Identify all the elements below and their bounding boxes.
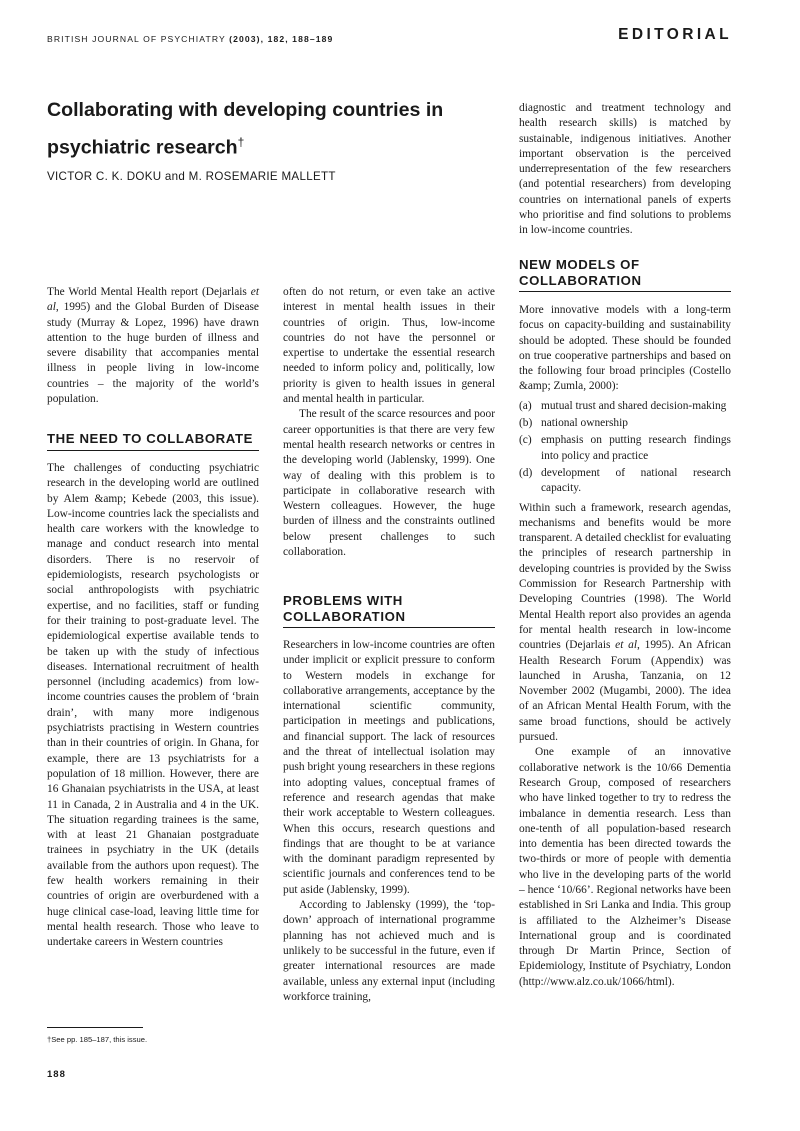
column-2-top [283,285,495,560]
list-item-label: (c) [519,434,532,447]
paragraph-framework: Within such a framework, research agendas, mechanisms and benefits would be more transparent. A detailed checklist for evaluating the principles of research partnership in developing countries is provided by the Swiss Commission for Research Partnership with Developing Countries (1998). The World Mental Health report also provides an agenda for mental health research in low-income countries (Dejarlais et al, 1995). An African Health Research Forum (Appendix) was launched in Arusha, Tanzania, on 12 November 2002 (Mugambi, 2000). The idea of an African Mental Health Forum, with the same broad functions, should be actively pursued. [519,501,731,744]
paragraph-brain-drain-cont: often do not return, or even take an active interest in mental health issues in their countries of origin. Thus, low-income countries do not have the personnel or expertise to undertake the essential research needed to inform policy and, politically, low priority is given to health issues in general and mental health in particular. [283,286,495,406]
list-item-label: (d) [519,466,533,479]
journal-citation: (2003), 182, 188–189 [229,34,334,44]
journal-name: BRITISH JOURNAL OF PSYCHIATRY [47,34,226,44]
paragraph-scarce-resources: The result of the scarce resources and poor career opportunities is that there are very few mental health research networks or centres in the developing world (Jablensky, 1999). One way of dealing with this problem is to participate in collaborative research with Western colleagues. However, the huge burden of illness and the constraints outlined below present challenges to such collaboration. [283,408,495,559]
principles-list [519,399,731,497]
footnote-rule [47,1027,143,1028]
list-item [519,466,731,497]
column-2-body [283,638,495,1005]
list-item-text: national ownership [541,417,628,430]
need-paragraph: The challenges of conducting psychiatric research in the developing world are outlined by Alem &amp; Kebede (2003, this issue). Low-income countries lack the specialists and health care workers with the knowledge to manage and conduct research into mental disorders. There is no reservoir of epidemiologists, research psychologists or social anthropologists with psychiatric expertise, and no facilities, staff or funding for their training to post-graduate level. The epidemiological expertise available tends to be taken up with the study of infectious diseases. International recruitment of health personnel (including academics) from low-income countries causes the problem of ‘brain drain’, with many more indigenous psychiatrists practising in Western countries than in their countries of origin. In Ghana, for example, there are 13 psychiatrists for a population of 18 million. However, there are 16 Ghanaian psychiatrists in the USA, at least 11 in Canada, 2 in Australia and 4 in the UK. The situation regarding trainees is the same, with at least 21 Ghanaian postgraduate trainees in psychiatry in the UK (details available from the authors upon request). The few health workers remaining in their countries of origin are overburdened with a huge clinical case-load, leaving little time for mental health research. Those who leave to undertake careers in Western countries [47,462,259,949]
intro-paragraph: The World Mental Health report (Dejarlais et al, 1995) and the Global Burden of Disease study (Murray & Lopez, 1996) have drawn attention to the huge burden of illness and severe disability that accompanies mental illness in people living in low-income countries – the majority of the world’s population. [47,286,259,406]
column-1-intro [47,285,259,407]
heading-problems-with-collaboration: PROBLEMS WITH COLLABORATION [283,593,495,628]
paragraph-top-down: According to Jablensky (1999), the ‘top-down’ approach of international programme planning has not achieved much and is unlikely to be successful in the future, even if greater international resources are made available, unless any external input (including workforce training, [283,899,495,1003]
paragraph-1066-group: One example of an innovative collaborative network is the 10/66 Dementia Research Group, composed of researchers who have linked together to try to redress the imbalance in dementia research. Less than one-tenth of all population-based research into dementia has been directed towards the two-thirds or more of people with dementia who live in the developing parts of the world – hence ‘10/66’. Regional networks have been established in Sri Lanka and India. This group is affiliated to the Alzheimer’s Disease International group and is coordinated through Dr Martin Prince, Section of Epidemiology, Institute of Psychiatry, London (http://www.alz.co.uk/1066/html). [519,746,731,988]
list-item [519,433,731,464]
list-item-label: (b) [519,417,533,430]
list-item-text: mutual trust and shared decision-making [541,399,727,412]
heading-new-models: NEW MODELS OF COLLABORATION [519,257,731,292]
section-label: EDITORIAL [618,26,732,43]
paragraph-indigenous-initiatives: diagnostic and treatment technology and health research skills) is matched by sustainable, indigenous initiatives. Another important observation is the perceived underrepresentation of the few researchers (and potential researchers) from developing countries on international panels of experts who prioritise and find solutions to problems in low-income countries. [519,102,731,237]
footnote: †See pp. 185–187, this issue. [47,1035,148,1044]
heading-need-to-collaborate: THE NEED TO COLLABORATE [47,431,259,451]
title-footnote-mark: † [237,135,245,149]
journal-header [47,34,333,44]
column-3-body [519,303,731,990]
paragraph-pressure-to-conform: Researchers in low-income countries are often under implicit or explicit pressure to conform to Western models in exchange for collaborative arrangements, acceptance by the international scientific community, participation in meetings and publications, and financial support. The lack of resources and the threat of intellectual isolation may push bright young researchers in these regions into adopting values, conceptual frames of reference and research agendas that make their work acceptable to Western colleagues. When this occurs, research questions and findings that are thought to be at variance with the dominant paradigm represented by scientific journals and conferences tend to be put aside (Jablensky, 1999). [283,639,495,896]
column-3-top [519,101,731,239]
paragraph-innovative-models: More innovative models with a long-term focus on capacity-building and sustainability should be adopted. These should be founded on true cooperative partnerships and based on the following four broad principles (Costello &amp; Zumla, 2000): [519,304,731,393]
page-number: 188 [47,1069,66,1080]
list-item [519,416,731,431]
list-item-text: development of national research capacity. [541,466,731,495]
list-item-label: (a) [519,399,532,412]
article-authors: VICTOR C. K. DOKU and M. ROSEMARIE MALLETT [47,170,336,183]
list-item [519,399,731,414]
article-title-text: Collaborating with developing countries in psychiatric research [47,99,444,159]
list-item-text: emphasis on putting research findings into policy and practice [541,434,731,462]
article-title [47,94,477,164]
column-1-body [47,461,259,951]
